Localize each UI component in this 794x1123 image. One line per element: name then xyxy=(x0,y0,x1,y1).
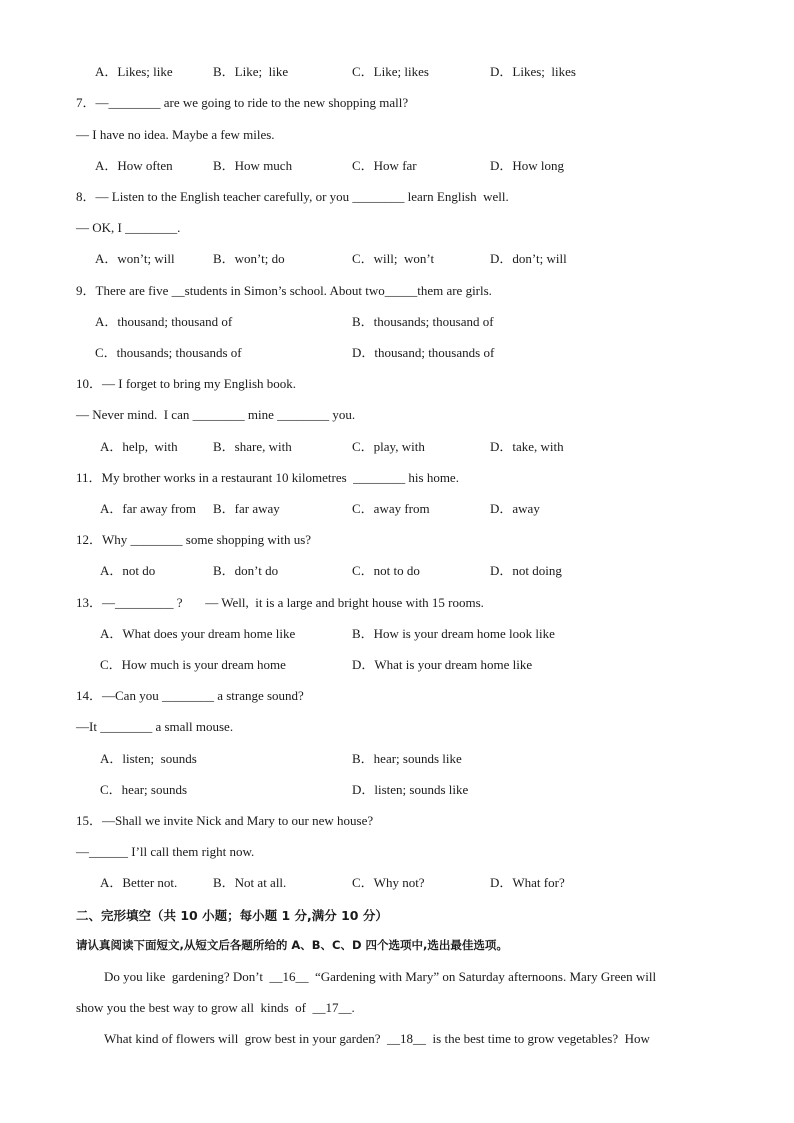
q6-option-c[interactable]: C．Like; likes xyxy=(352,64,429,79)
q10-option-c[interactable]: C．play, with xyxy=(352,439,425,454)
q12-option-a[interactable]: A．not do xyxy=(100,563,156,578)
q8-option-d[interactable]: D．don’t; will xyxy=(490,251,567,266)
q6-option-a[interactable]: A．Likes; like xyxy=(95,64,173,79)
q13-stem: 13．—_________ ? — Well, it is a large and bright house with 15 rooms. xyxy=(76,595,484,610)
q10-reply: — Never mind. I can ________ mine ________ you. xyxy=(76,407,356,422)
q7-option-d[interactable]: D．How long xyxy=(490,158,565,173)
q9-option-b[interactable]: B．thousands; thousand of xyxy=(352,314,494,329)
q11-stem: 11．My brother works in a restaurant 10 kilometres ________ his home. xyxy=(76,470,459,485)
q7-option-c[interactable]: C．How far xyxy=(352,158,417,173)
q15-option-c[interactable]: C．Why not? xyxy=(352,875,425,890)
q11-option-d[interactable]: D．away xyxy=(490,501,540,516)
q15-stem: 15．—Shall we invite Nick and Mary to our new house? xyxy=(76,813,374,828)
q12-option-b[interactable]: B．don’t do xyxy=(213,563,279,578)
q10-option-d[interactable]: D．take, with xyxy=(490,439,564,454)
q14-reply: —It ________ a small mouse. xyxy=(76,719,234,734)
q14-stem: 14．—Can you ________ a strange sound? xyxy=(76,688,304,703)
q11-option-b[interactable]: B．far away xyxy=(213,501,280,516)
q9-stem: 9．There are five __students in Simon’s school. About two_____them are girls. xyxy=(76,283,492,298)
q7-option-b[interactable]: B．How much xyxy=(213,158,293,173)
q11-option-a[interactable]: A．far away from xyxy=(100,501,197,516)
passage-line-2: show you the best way to grow all kinds of __17__. xyxy=(76,1000,355,1015)
q10-option-a[interactable]: A．help, with xyxy=(100,439,178,454)
passage-line-1: Do you like gardening? Don’t __16__ “Gardening with Mary” on Saturday afternoons. Mary Green will xyxy=(104,969,657,984)
q15-option-b[interactable]: B．Not at all. xyxy=(213,875,287,890)
q7-reply: — I have no idea. Maybe a few miles. xyxy=(76,127,275,142)
q13-option-c[interactable]: C．How much is your dream home xyxy=(100,657,286,672)
q13-option-d[interactable]: D．What is your dream home like xyxy=(352,657,533,672)
q14-option-b[interactable]: B．hear; sounds like xyxy=(352,751,462,766)
q14-option-a[interactable]: A．listen; sounds xyxy=(100,751,197,766)
q12-option-d[interactable]: D．not doing xyxy=(490,563,562,578)
q15-reply: —______ I’ll call them right now. xyxy=(76,844,255,859)
q15-option-a[interactable]: A．Better not. xyxy=(100,875,178,890)
q9-option-c[interactable]: C．thousands; thousands of xyxy=(95,345,242,360)
q13-option-b[interactable]: B．How is your dream home look like xyxy=(352,626,555,641)
q8-option-a[interactable]: A．won’t; will xyxy=(95,251,175,266)
passage-line-3: What kind of flowers will grow best in your garden? __18__ is the best time to grow vegetables? How xyxy=(104,1031,650,1046)
q8-reply: — OK, I ________. xyxy=(76,220,181,235)
q7-option-a[interactable]: A．How often xyxy=(95,158,173,173)
q12-option-c[interactable]: C．not to do xyxy=(352,563,420,578)
q11-option-c[interactable]: C．away from xyxy=(352,501,430,516)
q10-stem: 10．— I forget to bring my English book. xyxy=(76,376,297,391)
q8-option-b[interactable]: B．won’t; do xyxy=(213,251,285,266)
q6-option-b[interactable]: B．Like; like xyxy=(213,64,289,79)
q9-option-d[interactable]: D．thousand; thousands of xyxy=(352,345,495,360)
q14-option-d[interactable]: D．listen; sounds like xyxy=(352,782,469,797)
q8-option-c[interactable]: C．will; won’t xyxy=(352,251,435,266)
q13-option-a[interactable]: A．What does your dream home like xyxy=(100,626,296,641)
q10-option-b[interactable]: B．share, with xyxy=(213,439,292,454)
q15-option-d[interactable]: D．What for? xyxy=(490,875,565,890)
q7-stem: 7．—________ are we going to ride to the new shopping mall? xyxy=(76,95,409,110)
q14-option-c[interactable]: C．hear; sounds xyxy=(100,782,188,797)
q9-option-a[interactable]: A．thousand; thousand of xyxy=(95,314,233,329)
section-instruction: 请认真阅读下面短文,从短文后各题所给的 A、B、C、D 四个选项中,选出最佳选项。 xyxy=(76,938,508,952)
section-title: 二、完形填空（共 10 小题；每小题 1 分,满分 10 分） xyxy=(76,908,388,923)
q8-stem: 8．— Listen to the English teacher carefully, or you ________ learn English well. xyxy=(76,189,509,204)
q12-stem: 12．Why ________ some shopping with us? xyxy=(76,532,312,547)
q6-option-d[interactable]: D．Likes; likes xyxy=(490,64,576,79)
